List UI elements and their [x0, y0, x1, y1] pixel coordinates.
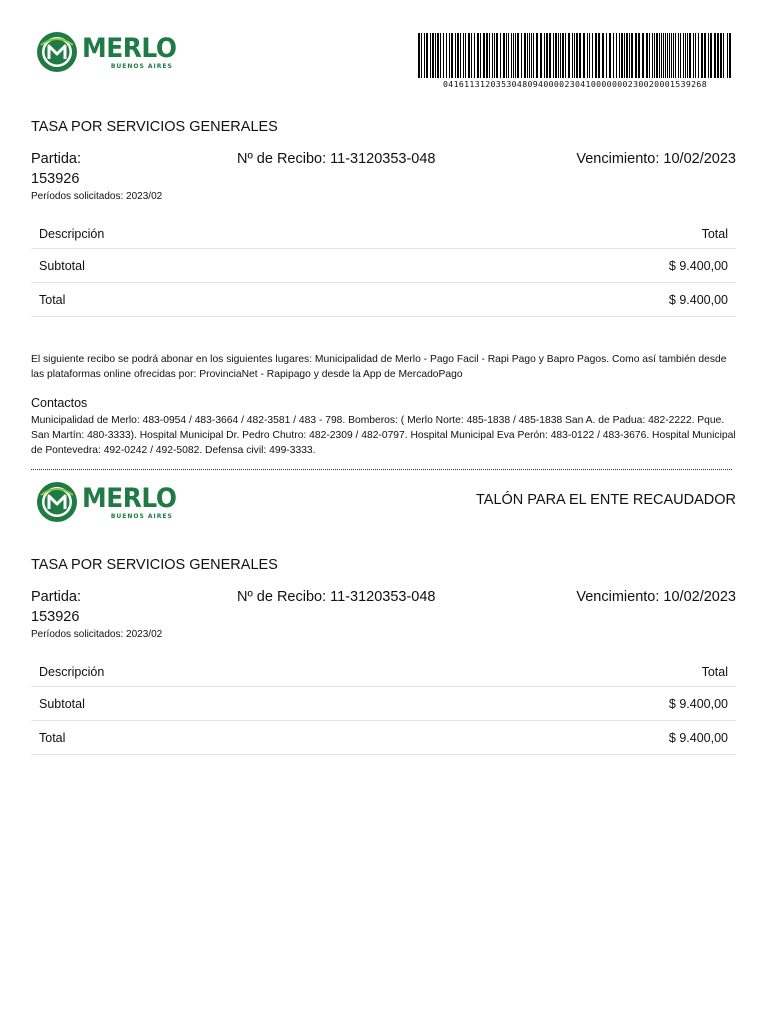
merlo-emblem-icon — [36, 481, 78, 523]
row-label: Total — [39, 292, 66, 307]
merlo-logo — [36, 31, 185, 73]
talon-title: TALÓN PARA EL ENTE RECAUDADOR — [476, 492, 736, 508]
table-row — [31, 687, 736, 721]
vencimiento-date: Vencimiento: 10/02/2023 — [576, 589, 736, 605]
partida-value: 153926 — [31, 171, 80, 187]
table-row — [31, 283, 736, 317]
header-total: Total — [701, 226, 728, 241]
row-label: Subtotal — [39, 258, 85, 273]
cut-line-divider — [31, 469, 732, 470]
header-total: Total — [701, 664, 728, 679]
barcode — [418, 33, 732, 78]
receipt-title: TASA POR SERVICIOS GENERALES — [31, 119, 278, 135]
partida-value: 153926 — [31, 609, 80, 625]
row-value: $ 9.400,00 — [668, 258, 728, 273]
table-header — [31, 219, 736, 249]
row-value: $ 9.400,00 — [668, 730, 728, 745]
partida-label: Partida: — [31, 589, 81, 605]
payment-info: El siguiente recibo se podrá abonar en los siguientes lugares: Municipalidad de Merlo - Pago Facil - Rapi Pago y Bapro Pagos. Como así también desde las plataformas online ofrecidas por: ProvinciaNet - Rapipago y desde la App de MercadoPago — [31, 354, 727, 380]
contacts-heading: Contactos — [31, 396, 88, 410]
receipt-title: TASA POR SERVICIOS GENERALES — [31, 557, 278, 573]
row-label: Total — [39, 730, 66, 745]
row-value: $ 9.400,00 — [668, 696, 728, 711]
merlo-emblem-icon — [36, 31, 78, 73]
contacts-text: Municipalidad de Merlo: 483-0954 / 483-3664 / 482-3581 / 483 - 798. Bomberos: ( Merlo Norte: 485-1838 / 485-1838 San A. de Padua: 482-2222. Pque. San Martín: 480-3333). Hospital Municipal Dr. Pedro Chutro: 482-2309 / 482-0797. Hospital Municipal Eva Perón: 483-0122 / 483-3676. Hospital Municipal de Pontevedra: 492-0242 / 492-5082. Defensa civil: 499-3333. — [31, 415, 736, 456]
logo-subtitle: BUENOS AIRES — [110, 512, 173, 520]
table-header — [31, 657, 736, 687]
logo-name: MERLO — [82, 32, 177, 64]
merlo-logo — [36, 481, 185, 523]
charges-table — [31, 657, 736, 755]
periodos-solicitados: Períodos solicitados: 2023/02 — [31, 629, 163, 640]
periodos-solicitados: Períodos solicitados: 2023/02 — [31, 191, 163, 202]
logo-subtitle: BUENOS AIRES — [110, 62, 173, 70]
recibo-number: Nº de Recibo: 11-3120353-048 — [237, 589, 436, 605]
vencimiento-date: Vencimiento: 10/02/2023 — [576, 151, 736, 167]
table-row — [31, 721, 736, 755]
header-description: Descripción — [39, 664, 105, 679]
barcode-number: 04161131203530480940000230410000000230020001539268 — [443, 79, 707, 89]
recibo-number: Nº de Recibo: 11-3120353-048 — [237, 151, 436, 167]
row-label: Subtotal — [39, 696, 85, 711]
row-value: $ 9.400,00 — [668, 292, 728, 307]
table-row — [31, 249, 736, 283]
charges-table — [31, 219, 736, 317]
logo-name: MERLO — [82, 482, 177, 514]
partida-label: Partida: — [31, 151, 81, 167]
header-description: Descripción — [39, 226, 105, 241]
